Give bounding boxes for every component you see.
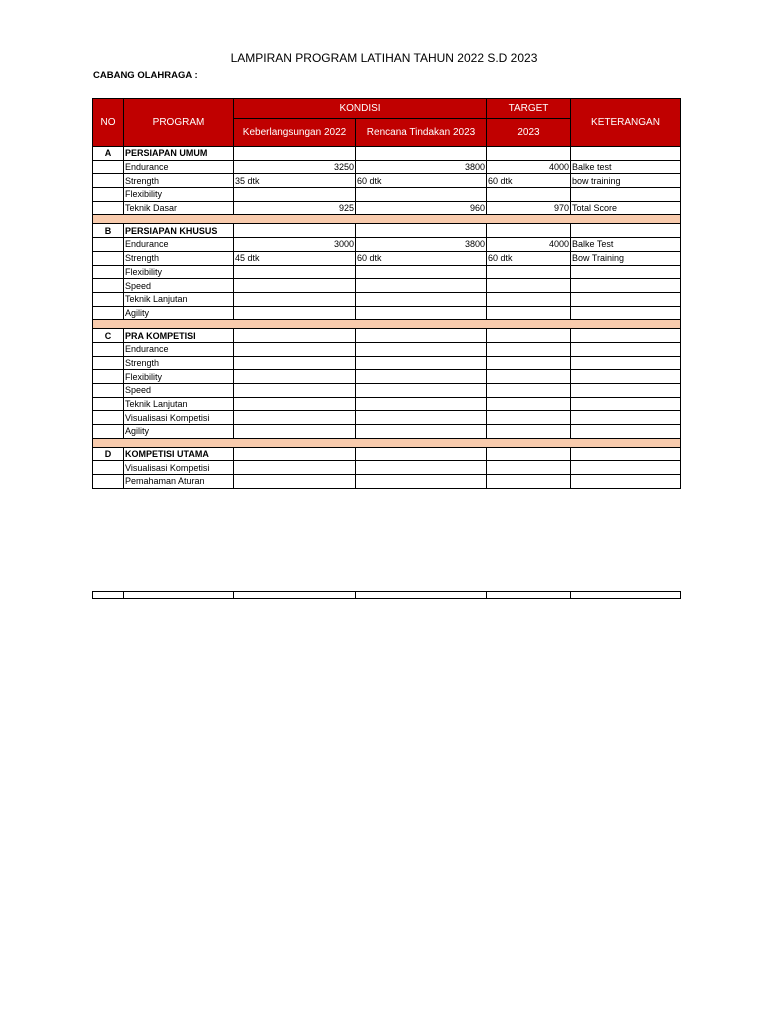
empty-cell	[234, 147, 356, 161]
no-cell	[93, 384, 124, 398]
keberlangsungan-cell	[234, 306, 356, 320]
section-row	[93, 447, 681, 461]
empty-cell	[356, 147, 487, 161]
target-cell	[487, 384, 571, 398]
keterangan-cell	[571, 265, 681, 279]
table-row	[93, 201, 681, 215]
rencana-cell	[356, 397, 487, 411]
target-cell	[487, 475, 571, 489]
program-cell: Strength	[124, 174, 234, 188]
keberlangsungan-cell	[234, 265, 356, 279]
no-cell	[93, 475, 124, 489]
keberlangsungan-cell: 35 dtk	[234, 174, 356, 188]
keterangan-cell	[571, 356, 681, 370]
section-separator	[93, 215, 681, 224]
keberlangsungan-cell	[234, 370, 356, 384]
rencana-cell	[356, 356, 487, 370]
no-cell	[93, 342, 124, 356]
program-cell: Strength	[124, 251, 234, 265]
no-cell	[93, 238, 124, 252]
document-title: LAMPIRAN PROGRAM LATIHAN TAHUN 2022 S.D 2023	[230, 51, 538, 65]
section-row	[93, 147, 681, 161]
strip-cell	[124, 592, 234, 599]
table-row	[93, 174, 681, 188]
no-cell	[93, 306, 124, 320]
no-cell	[93, 292, 124, 306]
program-cell: Strength	[124, 356, 234, 370]
empty-cell	[234, 329, 356, 343]
section-name: KOMPETISI UTAMA	[124, 447, 234, 461]
header-program: PROGRAM	[124, 99, 234, 147]
target-cell	[487, 306, 571, 320]
header-rencana: Rencana Tindakan 2023	[356, 119, 487, 147]
header-no: NO	[93, 99, 124, 147]
table-row	[93, 397, 681, 411]
target-cell	[487, 188, 571, 202]
rencana-cell	[356, 370, 487, 384]
empty-cell	[234, 224, 356, 238]
no-cell	[93, 461, 124, 475]
empty-cell	[234, 447, 356, 461]
keberlangsungan-cell	[234, 292, 356, 306]
empty-cell	[356, 224, 487, 238]
no-cell	[93, 279, 124, 293]
training-program-table	[92, 98, 681, 489]
section-no: A	[93, 147, 124, 161]
keberlangsungan-cell	[234, 475, 356, 489]
keberlangsungan-cell	[234, 411, 356, 425]
empty-cell	[571, 447, 681, 461]
section-separator	[93, 438, 681, 447]
target-cell: 4000	[487, 160, 571, 174]
section-row	[93, 224, 681, 238]
rencana-cell	[356, 306, 487, 320]
rencana-cell	[356, 411, 487, 425]
table-row	[93, 188, 681, 202]
target-cell: 4000	[487, 238, 571, 252]
empty-cell	[356, 447, 487, 461]
keterangan-cell: Balke Test	[571, 238, 681, 252]
separator-cell	[93, 438, 681, 447]
section-row	[93, 329, 681, 343]
table-row	[93, 425, 681, 439]
program-cell: Agility	[124, 306, 234, 320]
program-cell: Speed	[124, 279, 234, 293]
empty-cell	[571, 147, 681, 161]
no-cell	[93, 265, 124, 279]
target-cell	[487, 411, 571, 425]
rencana-cell	[356, 425, 487, 439]
keberlangsungan-cell: 925	[234, 201, 356, 215]
target-cell	[487, 342, 571, 356]
no-cell	[93, 411, 124, 425]
keberlangsungan-cell	[234, 384, 356, 398]
target-cell	[487, 356, 571, 370]
branch-label: CABANG OLAHRAGA :	[93, 70, 198, 81]
empty-cell	[487, 447, 571, 461]
no-cell	[93, 160, 124, 174]
rencana-cell: 60 dtk	[356, 251, 487, 265]
table-row	[93, 251, 681, 265]
target-cell	[487, 370, 571, 384]
empty-cell	[571, 329, 681, 343]
section-separator	[93, 320, 681, 329]
keberlangsungan-cell: 45 dtk	[234, 251, 356, 265]
strip-cell	[487, 592, 571, 599]
program-cell: Endurance	[124, 342, 234, 356]
no-cell	[93, 425, 124, 439]
keberlangsungan-cell: 3250	[234, 160, 356, 174]
program-cell: Flexibility	[124, 265, 234, 279]
rencana-cell: 60 dtk	[356, 174, 487, 188]
header-keberlangsungan: Keberlangsungan 2022	[234, 119, 356, 147]
table-row	[93, 356, 681, 370]
section-name: PERSIAPAN UMUM	[124, 147, 234, 161]
strip-cell	[356, 592, 487, 599]
target-cell	[487, 461, 571, 475]
table-row	[93, 306, 681, 320]
target-cell	[487, 292, 571, 306]
table-row	[93, 475, 681, 489]
program-cell: Endurance	[124, 238, 234, 252]
strip-cell	[93, 592, 124, 599]
strip-cell	[234, 592, 356, 599]
keterangan-cell: Bow Training	[571, 251, 681, 265]
header-target: TARGET	[487, 99, 571, 119]
program-cell: Flexibility	[124, 370, 234, 384]
table-row	[93, 370, 681, 384]
no-cell	[93, 370, 124, 384]
section-no: C	[93, 329, 124, 343]
empty-cell	[487, 224, 571, 238]
empty-cell	[487, 329, 571, 343]
no-cell	[93, 251, 124, 265]
keberlangsungan-cell	[234, 188, 356, 202]
keterangan-cell	[571, 292, 681, 306]
program-cell: Agility	[124, 425, 234, 439]
strip-cell	[571, 592, 681, 599]
keterangan-cell	[571, 425, 681, 439]
target-cell: 60 dtk	[487, 174, 571, 188]
section-no: B	[93, 224, 124, 238]
section-no: D	[93, 447, 124, 461]
target-cell	[487, 425, 571, 439]
keterangan-cell: Balke test	[571, 160, 681, 174]
rencana-cell: 3800	[356, 160, 487, 174]
keterangan-cell	[571, 384, 681, 398]
rencana-cell	[356, 188, 487, 202]
rencana-cell	[356, 384, 487, 398]
rencana-cell: 3800	[356, 238, 487, 252]
keterangan-cell	[571, 475, 681, 489]
program-cell: Visualisasi Kompetisi	[124, 411, 234, 425]
no-cell	[93, 397, 124, 411]
keterangan-cell	[571, 370, 681, 384]
table-row	[93, 411, 681, 425]
keberlangsungan-cell	[234, 461, 356, 475]
rencana-cell	[356, 279, 487, 293]
keterangan-cell	[571, 188, 681, 202]
keterangan-cell	[571, 397, 681, 411]
table-row	[93, 342, 681, 356]
separator-cell	[93, 320, 681, 329]
program-cell: Teknik Lanjutan	[124, 292, 234, 306]
no-cell	[93, 188, 124, 202]
rencana-cell	[356, 292, 487, 306]
target-cell: 970	[487, 201, 571, 215]
no-cell	[93, 201, 124, 215]
keterangan-cell	[571, 306, 681, 320]
table-row	[93, 292, 681, 306]
keterangan-cell: Total Score	[571, 201, 681, 215]
table-row	[93, 238, 681, 252]
rencana-cell	[356, 265, 487, 279]
program-cell: Endurance	[124, 160, 234, 174]
no-cell	[93, 356, 124, 370]
target-cell	[487, 279, 571, 293]
target-cell: 60 dtk	[487, 251, 571, 265]
header-keterangan: KETERANGAN	[571, 99, 681, 147]
table-body	[93, 147, 681, 489]
table-row	[93, 265, 681, 279]
target-cell	[487, 265, 571, 279]
keberlangsungan-cell: 3000	[234, 238, 356, 252]
keterangan-cell	[571, 279, 681, 293]
header-year: 2023	[487, 119, 571, 147]
keberlangsungan-cell	[234, 356, 356, 370]
program-cell: Teknik Lanjutan	[124, 397, 234, 411]
table-row	[93, 461, 681, 475]
program-cell: Flexibility	[124, 188, 234, 202]
target-cell	[487, 397, 571, 411]
header-kondisi: KONDISI	[234, 99, 487, 119]
keterangan-cell: bow training	[571, 174, 681, 188]
empty-cell	[356, 329, 487, 343]
section-name: PERSIAPAN KHUSUS	[124, 224, 234, 238]
program-cell: Speed	[124, 384, 234, 398]
table-row	[93, 384, 681, 398]
keterangan-cell	[571, 342, 681, 356]
keberlangsungan-cell	[234, 425, 356, 439]
table-row	[93, 160, 681, 174]
rencana-cell: 960	[356, 201, 487, 215]
no-cell	[93, 174, 124, 188]
empty-cell	[487, 147, 571, 161]
table-row	[93, 279, 681, 293]
program-cell: Teknik Dasar	[124, 201, 234, 215]
empty-table-strip	[92, 591, 681, 599]
keterangan-cell	[571, 461, 681, 475]
keterangan-cell	[571, 411, 681, 425]
keberlangsungan-cell	[234, 279, 356, 293]
separator-cell	[93, 215, 681, 224]
keberlangsungan-cell	[234, 342, 356, 356]
empty-cell	[571, 224, 681, 238]
program-cell: Visualisasi Kompetisi	[124, 461, 234, 475]
rencana-cell	[356, 461, 487, 475]
rencana-cell	[356, 342, 487, 356]
rencana-cell	[356, 475, 487, 489]
section-name: PRA KOMPETISI	[124, 329, 234, 343]
keberlangsungan-cell	[234, 397, 356, 411]
program-cell: Pemahaman Aturan	[124, 475, 234, 489]
